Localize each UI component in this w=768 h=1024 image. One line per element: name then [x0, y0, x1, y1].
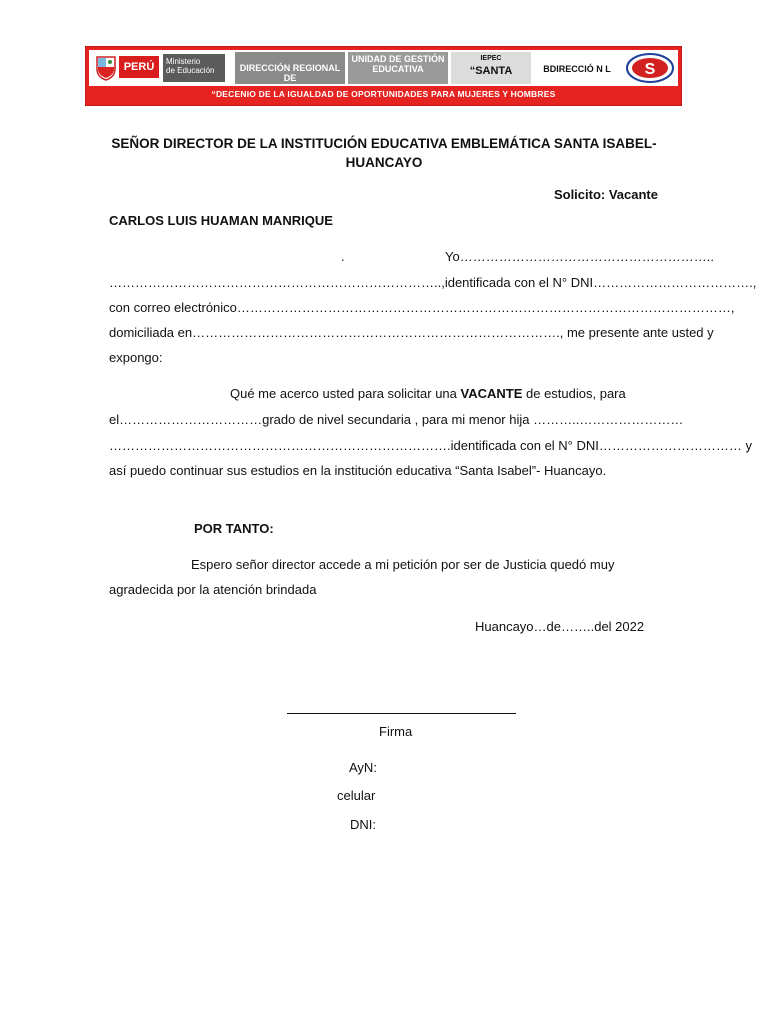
letterhead-logos	[89, 50, 678, 86]
school-logo-letter: S	[644, 61, 656, 78]
school-logo-icon	[625, 52, 675, 84]
body-line-1-pre: Qué me acerco usted para solicitar una	[230, 386, 461, 401]
motto: “DECENIO DE LA IGUALDAD DE OPORTUNIDADES PARA MUJERES Y HOMBRES	[211, 89, 556, 99]
subject-line: Solicito: Vacante	[553, 187, 658, 202]
line-1-yo: Yo…………………………………………………..	[445, 249, 714, 264]
vacante-keyword: VACANTE	[460, 386, 523, 401]
firma-label: Firma	[379, 724, 413, 739]
line-1-dot: .	[341, 249, 345, 264]
ayn-label: AyN:	[349, 760, 377, 775]
body-line-2: el……………………………grado de nivel secundaria , para mi menor hija ………..……………………	[109, 412, 684, 427]
date-line: Huancayo…de……..del 2022	[475, 619, 645, 634]
peru-label: PERÚ	[119, 56, 159, 78]
iepec-line-1: IEPEC	[480, 55, 502, 62]
segment-direccion-regional: DIRECCIÓN REGIONAL DE	[235, 52, 345, 84]
closing-line-1: Espero señor director accede a mi petición por ser de Justicia quedó muy	[191, 557, 615, 572]
celular-label: celular	[337, 788, 376, 803]
por-tanto-heading: POR TANTO:	[194, 521, 274, 536]
sender-name: CARLOS LUIS HUAMAN MANRIQUE	[109, 213, 333, 228]
ministry-label	[163, 54, 225, 82]
signature-line	[287, 713, 516, 714]
ministry-line-1: Ministerio	[166, 57, 201, 66]
body-line-4: así puedo continuar sus estudios en la institución educativa “Santa Isabel”- Huancayo.	[109, 463, 607, 478]
body-line-1	[230, 386, 658, 402]
line-4: domiciliada en…………………………………………………………………………., me presente ante usted y	[109, 325, 714, 340]
peru-coat-of-arms-icon	[95, 55, 117, 81]
iepec-line-2: “SANTA	[469, 65, 513, 77]
line-5: expongo:	[109, 350, 163, 365]
body-line-3: …………………………………………………………………….identificada con el N° DNI…………………………… y	[109, 438, 752, 453]
ministry-line-2: de Educación	[166, 66, 215, 75]
segment-iepec	[451, 52, 531, 84]
body-line-1-post: de estudios, para	[522, 386, 626, 401]
line-3: con correo electrónico……………………………………………………………………………………………………,	[109, 300, 735, 315]
line-2: …………………………………………………………………..,identificada con el N° DNI……………………………….,	[109, 275, 757, 290]
addressee-heading: SEÑOR DIRECTOR DE LA INSTITUCIÓN EDUCATIVA EMBLEMÁTICA SANTA ISABEL-HUANCAYO	[111, 136, 657, 170]
dni-label: DNI:	[350, 817, 376, 832]
letterhead-banner	[85, 46, 682, 106]
closing-line-2: agradecida por la atención brindada	[109, 582, 317, 597]
segment-ugel: UNIDAD DE GESTIÓN EDUCATIVA	[348, 52, 448, 84]
segment-subdireccion: BDIRECCIÓ N L	[535, 52, 619, 84]
